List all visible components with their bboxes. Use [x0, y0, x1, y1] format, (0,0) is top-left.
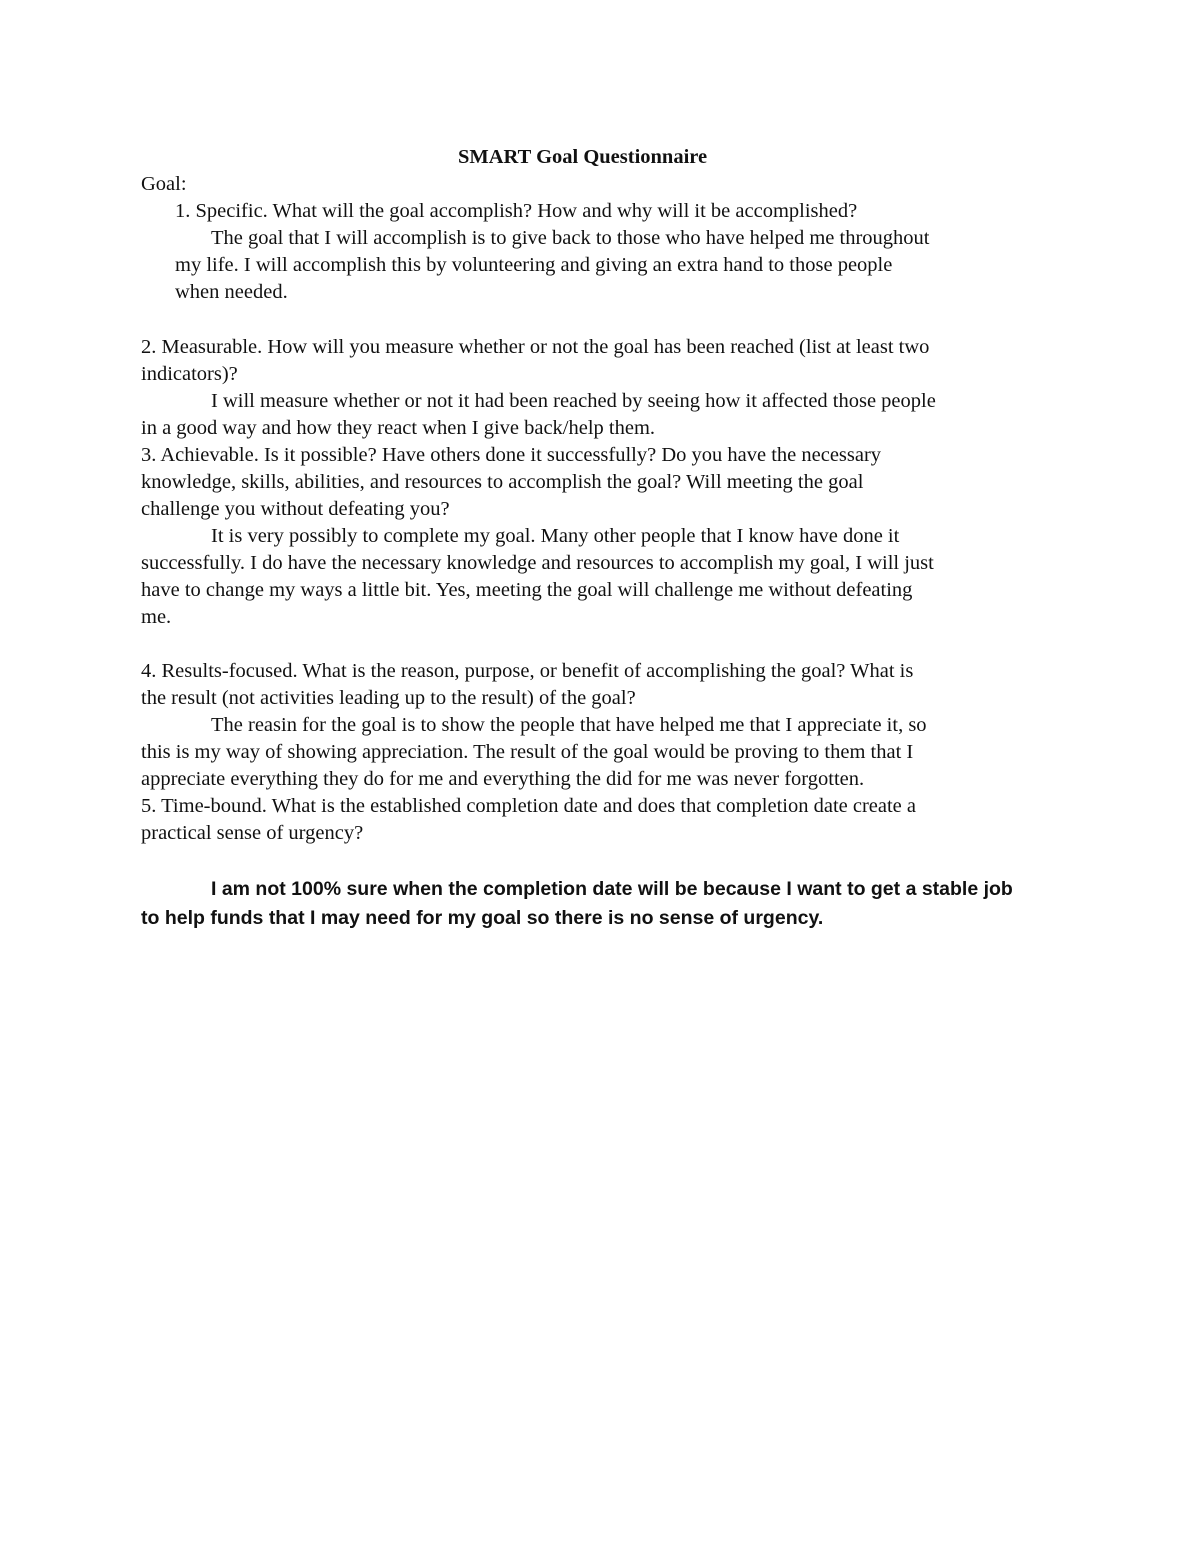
question-achievable-line-2: knowledge, skills, abilities, and resources to accomplish the goal? Will meeting the goal: [141, 471, 864, 493]
answer-achievable-line-3: have to change my ways a little bit. Yes, meeting the goal will challenge me without defeating: [141, 579, 913, 601]
question-measurable-line-2: indicators)?: [141, 363, 238, 385]
question-achievable-line-3: challenge you without defeating you?: [141, 498, 450, 520]
answer-specific-line-1: The goal that I will accomplish is to give back to those who have helped me throughout: [211, 227, 930, 249]
answer-achievable-line-4: me.: [141, 606, 172, 628]
question-timebound-line-2: practical sense of urgency?: [141, 822, 364, 844]
answer-timebound-line-2: to help funds that I may need for my goal so there is no sense of urgency.: [141, 907, 824, 929]
answer-achievable-line-1: It is very possibly to complete my goal. Many other people that I know have done it: [211, 525, 900, 547]
question-achievable-line-1: 3. Achievable. Is it possible? Have others done it successfully? Do you have the necessary: [141, 444, 882, 466]
question-specific: 1. Specific. What will the goal accomplish? How and why will it be accomplished?: [175, 200, 858, 222]
question-results-line-1: 4. Results-focused. What is the reason, purpose, or benefit of accomplishing the goal? What is: [141, 660, 914, 682]
answer-achievable-line-2: successfully. I do have the necessary knowledge and resources to accomplish my goal, I will just: [141, 552, 934, 574]
goal-label: Goal:: [141, 173, 187, 195]
question-measurable-line-1: 2. Measurable. How will you measure whether or not the goal has been reached (list at least two: [141, 336, 930, 358]
answer-specific-line-2: my life. I will accomplish this by volunteering and giving an extra hand to those people: [175, 254, 893, 276]
answer-timebound-line-1: I am not 100% sure when the completion date will be because I want to get a stable job: [211, 878, 1013, 900]
answer-specific-line-3: when needed.: [175, 281, 288, 303]
answer-measurable-line-1: I will measure whether or not it had been reached by seeing how it affected those people: [211, 390, 936, 412]
question-results-line-2: the result (not activities leading up to the result) of the goal?: [141, 687, 636, 709]
answer-results-line-3: appreciate everything they do for me and everything the did for me was never forgotten.: [141, 768, 865, 790]
answer-results-line-2: this is my way of showing appreciation. The result of the goal would be proving to them that I: [141, 741, 914, 763]
page-title: SMART Goal Questionnaire: [458, 146, 708, 168]
question-timebound-line-1: 5. Time-bound. What is the established completion date and does that completion date create a: [141, 795, 917, 817]
answer-measurable-line-2: in a good way and how they react when I give back/help them.: [141, 417, 656, 439]
answer-results-line-1: The reasin for the goal is to show the people that have helped me that I appreciate it, so: [211, 714, 927, 736]
